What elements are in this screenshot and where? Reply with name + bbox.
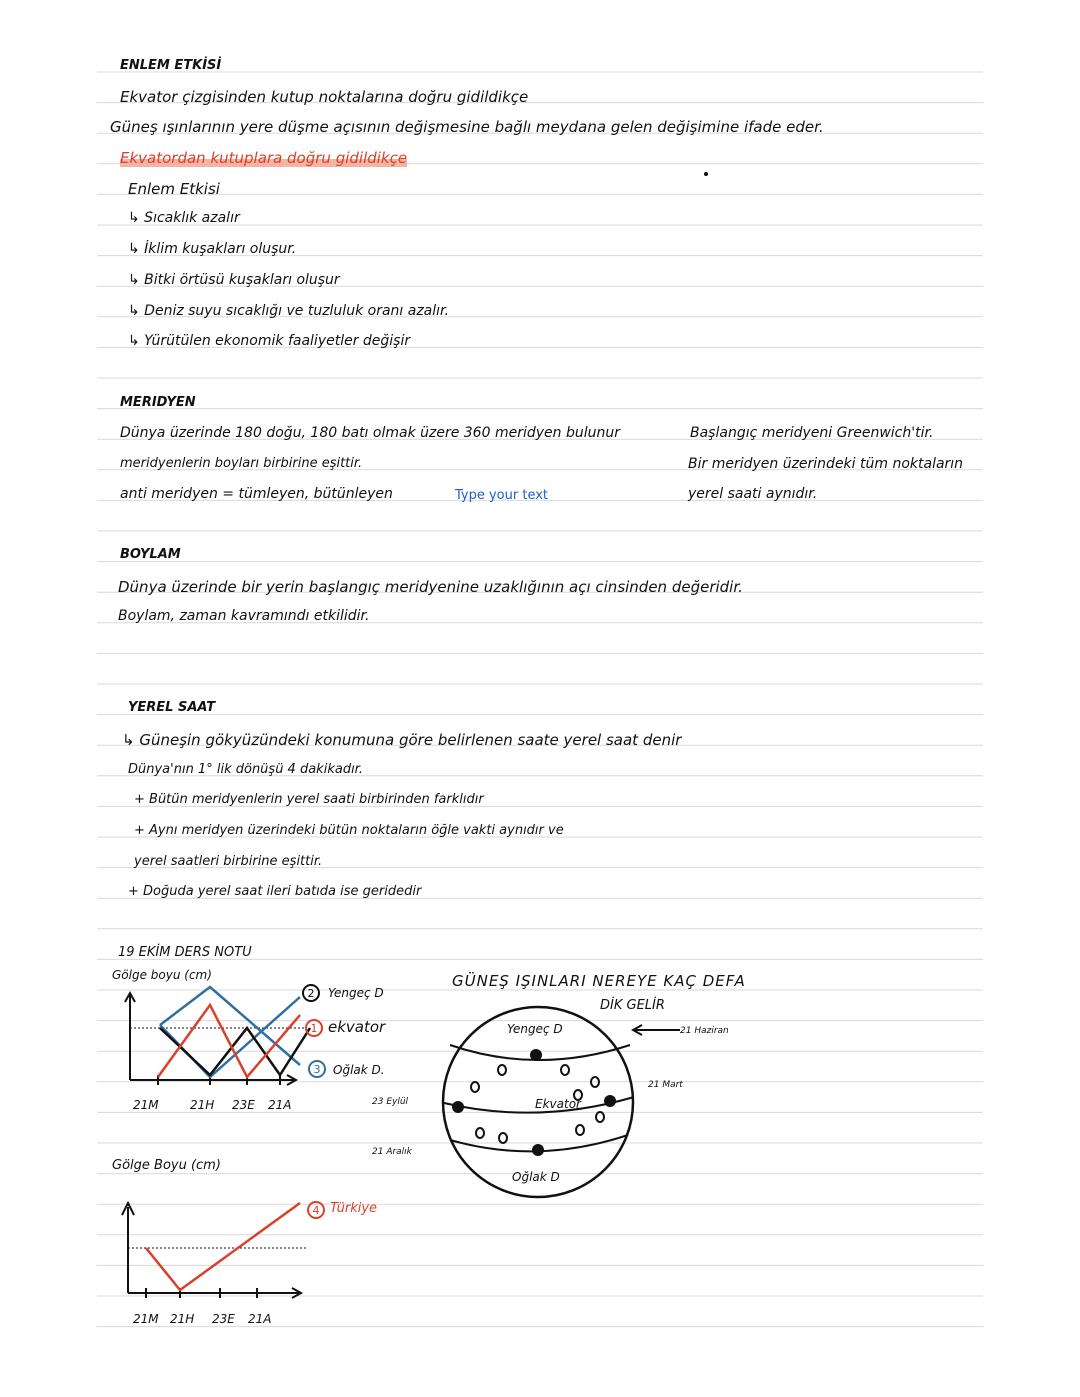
legend-label-oglak: Oğlak D. [333,1063,385,1077]
yerel-line6: + Doğuda yerel saat ileri batıda ise geridedir [128,884,422,899]
yerel-title: YEREL SAAT [128,700,216,715]
globe-dot-yengec [530,1049,542,1061]
enlem-item-1: ↳ Sıcaklık azalır [128,210,240,226]
chart1-ylabel: Gölge boyu (cm) [112,968,212,982]
globe-label-aralik: 21 Aralık [372,1147,412,1157]
enlem-line1: Ekvator çizgisinden kutup noktalarına doğru gidildikçe [120,88,529,106]
meridyen-line1: Dünya üzerinde 180 doğu, 180 batı olmak üzere 360 meridyen bulunur [120,425,620,441]
chart2-xtick-4: 21A [248,1312,272,1326]
chart1-xtick-3: 23E [232,1098,255,1112]
globe-label-haziran: 21 Haziran [680,1026,729,1036]
yerel-line5: yerel saatleri birbirine eşittir. [134,854,323,869]
boylam-title: BOYLAM [120,547,181,562]
globe-title: GÜNEŞ IŞINLARI NEREYE KAÇ DEFA [452,972,746,990]
chart1-xtick-1: 21M [133,1098,159,1112]
enlem-title: ENLEM ETKİSİ [120,58,222,73]
chart1-xtick-4: 21A [268,1098,292,1112]
enlem-item-5: ↳ Yürütülen ekonomik faaliyetler değişir [128,333,411,349]
meridyen-line3: anti meridyen = tümleyen, bütünleyen [120,486,393,502]
legend-badge-turkiye: 4 [307,1201,325,1219]
meridyen-title: MERIDYEN [120,395,196,410]
legend-badge-yengec: 2 [302,984,320,1002]
meridyen-line2: meridyenlerin boyları birbirine eşittir. [120,456,363,471]
meridyen-right2: Bir meridyen üzerindeki tüm noktaların [688,456,964,472]
enlem-highlight: Ekvatordan kutuplara doğru gidildikçe [120,149,408,167]
yerel-line4: + Aynı meridyen üzerindeki bütün noktaların öğle vakti aynıdır ve [134,823,564,838]
yerel-line2: Dünya'nın 1° lik dönüşü 4 dakikadır. [128,762,363,777]
legend-badge-oglak: 3 [308,1060,326,1078]
globe-label-eylul: 23 Eylül [372,1097,409,1107]
notes-date-title: 19 EKİM DERS NOTU [118,945,252,960]
chart2-xtick-3: 23E [212,1312,235,1326]
globe-title2: DİK GELİR [600,998,665,1013]
chart1-xtick-2: 21H [190,1098,215,1112]
stray-dot [703,171,709,177]
meridyen-right3: yerel saati aynıdır. [688,486,818,502]
enlem-item-3: ↳ Bitki örtüsü kuşakları oluşur [128,272,340,288]
chart2-shadow-length [100,1195,320,1305]
globe-label-mart: 21 Mart [648,1080,683,1090]
chart2-xtick-2: 21H [170,1312,195,1326]
boylam-line1: Dünya üzerinde bir yerin başlangıç meridyenine uzaklığının açı cinsinden değeridir. [118,578,743,596]
enlem-item-4: ↳ Deniz suyu sıcaklığı ve tuzluluk oranı azalır. [128,303,449,319]
yerel-line1: ↳ Güneşin gökyüzündeki konumuna göre belirlenen saate yerel saat denir [122,731,682,749]
enlem-line2: Güneş ışınlarının yere düşme açısının değişmesine bağlı meydana gelen değişimine ifade eder. [110,118,824,136]
legend-label-turkiye: Türkiye [330,1201,378,1216]
enlem-subtitle: Enlem Etkisi [128,180,220,198]
boylam-line2: Boylam, zaman kavramındı etkilidir. [118,608,370,624]
legend-badge-ekvator: 1 [305,1019,323,1037]
chart2-xtick-1: 21M [133,1312,159,1326]
globe-dot-eylul [452,1101,464,1113]
yerel-line3: + Bütün meridyenlerin yerel saati birbirinden farklıdır [134,792,484,807]
chart2-ylabel: Gölge Boyu (cm) [112,1158,221,1173]
chart1-series-oglak [160,987,300,1065]
globe-label-yengec: Yengeç D [507,1022,563,1036]
globe-label-ekvator: Ekvator [535,1097,581,1111]
legend-label-ekvator: ekvator [328,1018,386,1036]
globe-dot-mart [604,1095,616,1107]
text-placeholder[interactable]: Type your text [455,488,549,503]
globe-arrow-haziran [630,1022,685,1042]
globe-label-oglak: Oğlak D [512,1170,560,1184]
legend-label-yengec: Yengeç D [328,986,384,1000]
meridyen-right1: Başlangıç meridyeni Greenwich'tir. [690,425,934,441]
globe-dot-oglak [532,1144,544,1156]
enlem-item-2: ↳ İklim kuşakları oluşur. [128,241,297,257]
chart2-series-turkiye [146,1203,300,1290]
